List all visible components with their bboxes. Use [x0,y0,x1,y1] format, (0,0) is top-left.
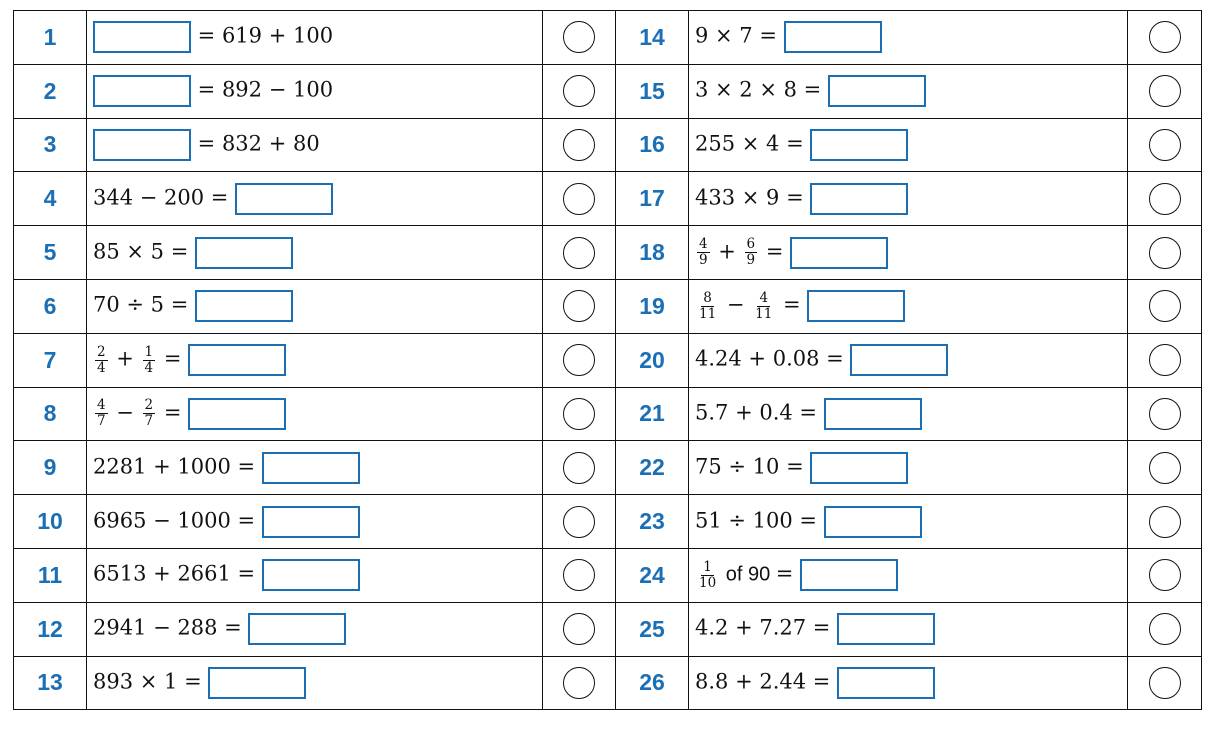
mark-cell [1128,279,1202,333]
fraction-numerator: 2 [144,397,154,414]
question-expression [87,441,543,495]
mark-cell [1128,548,1202,602]
question-number: 13 [14,656,87,710]
question-expression [87,495,543,549]
answer-box[interactable] [807,290,905,322]
question-number: 22 [616,441,689,495]
mark-cell [1128,602,1202,656]
answer-box[interactable] [195,237,293,269]
question-number: 3 [14,118,87,172]
expression-word: of 90 [720,563,776,586]
fraction-denominator: 4 [97,359,106,376]
expression-text: 6965 − 1000 = [93,508,262,533]
expression-text: + [711,239,743,264]
fraction-denominator: 7 [144,413,154,430]
expression-text: + [109,346,141,371]
question-expression [689,333,1128,387]
circle-icon[interactable] [1149,183,1181,215]
answer-box[interactable] [837,667,935,699]
expression-text: = [775,561,801,586]
question-expression [689,441,1128,495]
mark-cell [543,64,616,118]
answer-box[interactable] [784,21,882,53]
expression-text: 85 × 5 = [93,239,195,264]
circle-icon[interactable] [563,452,595,484]
question-number: 11 [14,548,87,602]
circle-icon[interactable] [563,290,595,322]
circle-icon[interactable] [563,506,595,538]
fraction [697,560,718,591]
answer-box[interactable] [810,129,908,161]
expression-text: 255 × 4 = [695,131,811,156]
fraction [745,237,758,268]
question-number: 19 [616,279,689,333]
answer-box[interactable] [824,398,922,430]
question-number: 26 [616,656,689,710]
expression-text: − [109,400,141,425]
question-expression [689,172,1128,226]
question-expression [87,602,543,656]
circle-icon[interactable] [1149,506,1181,538]
circle-icon[interactable] [1149,237,1181,269]
circle-icon[interactable] [563,237,595,269]
expression-text: 8.8 + 2.44 = [695,669,838,694]
fraction-numerator: 2 [97,343,106,360]
mark-cell [1128,387,1202,441]
circle-icon[interactable] [563,129,595,161]
fraction-denominator: 7 [97,413,106,430]
table-row [14,172,1202,226]
expression-text: 2281 + 1000 = [93,454,262,479]
expression-text: 433 × 9 = [695,185,811,210]
question-number: 10 [14,495,87,549]
table-row [14,548,1202,602]
question-expression [87,548,543,602]
question-number: 9 [14,441,87,495]
answer-box[interactable] [93,75,191,107]
answer-box[interactable] [828,75,926,107]
fraction-numerator: 1 [703,558,712,575]
table-row [14,64,1202,118]
table-row [14,279,1202,333]
circle-icon[interactable] [1149,559,1181,591]
question-number: 21 [616,387,689,441]
expression-text: 6513 + 2661 = [93,561,262,586]
mark-cell [543,11,616,65]
expression-text: 4.24 + 0.08 = [695,346,851,371]
fraction [95,398,108,429]
expression-text: 344 − 200 = [93,185,236,210]
circle-icon[interactable] [563,613,595,645]
table-row [14,656,1202,710]
fraction-numerator: 6 [746,236,756,253]
mark-cell [543,548,616,602]
expression-text: 70 ÷ 5 = [93,292,195,317]
question-expression [689,279,1128,333]
fraction-numerator: 8 [703,289,712,306]
question-number: 15 [616,64,689,118]
question-number: 7 [14,333,87,387]
circle-icon[interactable] [1149,129,1181,161]
expression-text: 4.2 + 7.27 = [695,615,838,640]
expression-text: 2941 − 288 = [93,615,249,640]
fraction-numerator: 4 [699,236,708,253]
mark-cell [543,495,616,549]
mark-cell [1128,441,1202,495]
expression-text: 51 ÷ 100 = [695,508,824,533]
fraction [697,291,718,322]
circle-icon[interactable] [1149,613,1181,645]
mark-cell [543,172,616,226]
table-row [14,333,1202,387]
expression-text: 5.7 + 0.4 = [695,400,824,425]
expression-text: = [157,346,189,371]
table-row [14,11,1202,65]
expression-text: 75 ÷ 10 = [695,454,811,479]
mark-cell [543,387,616,441]
question-expression [87,279,543,333]
circle-icon[interactable] [1149,75,1181,107]
circle-icon[interactable] [1149,452,1181,484]
mark-cell [543,279,616,333]
mark-cell [1128,656,1202,710]
expression-text: = [157,400,189,425]
question-expression [87,226,543,280]
mark-cell [1128,172,1202,226]
expression-text: 3 × 2 × 8 = [695,77,828,102]
fraction-numerator: 4 [759,289,769,306]
circle-icon[interactable] [563,398,595,430]
circle-icon[interactable] [563,559,595,591]
answer-box[interactable] [93,21,191,53]
expression-text: = 619 + 100 [191,23,334,48]
answer-box[interactable] [188,398,286,430]
answer-box[interactable] [195,290,293,322]
fraction-denominator: 11 [699,305,717,322]
answer-box[interactable] [262,559,360,591]
expression-text: 9 × 7 = [695,23,784,48]
expression-text: = 892 − 100 [191,77,334,102]
question-number: 20 [616,333,689,387]
answer-box[interactable] [837,613,935,645]
table-row [14,387,1202,441]
question-expression [689,495,1128,549]
circle-icon[interactable] [563,21,595,53]
circle-icon[interactable] [563,344,595,376]
question-number: 5 [14,226,87,280]
circle-icon[interactable] [1149,21,1181,53]
mark-cell [1128,333,1202,387]
question-number: 14 [616,11,689,65]
question-expression [689,387,1128,441]
fraction-denominator: 4 [144,359,154,376]
table-row [14,226,1202,280]
question-expression [87,11,543,65]
question-expression [689,602,1128,656]
expression-text: − [720,292,752,317]
table-row [14,118,1202,172]
arithmetic-worksheet [13,10,1202,710]
mark-cell [543,441,616,495]
question-number: 23 [616,495,689,549]
question-expression [689,226,1128,280]
question-expression [87,172,543,226]
expression-text: 893 × 1 = [93,669,209,694]
answer-box[interactable] [262,506,360,538]
question-number: 6 [14,279,87,333]
question-number: 8 [14,387,87,441]
table-row [14,602,1202,656]
answer-box[interactable] [824,506,922,538]
circle-icon[interactable] [1149,667,1181,699]
mark-cell [543,226,616,280]
answer-box[interactable] [810,452,908,484]
fraction [697,237,710,268]
question-expression [689,548,1128,602]
question-expression [689,118,1128,172]
fraction-numerator: 4 [97,397,106,414]
question-expression [87,118,543,172]
mark-cell [543,656,616,710]
fraction [753,291,774,322]
mark-cell [543,333,616,387]
mark-cell [543,602,616,656]
question-number: 12 [14,602,87,656]
answer-box[interactable] [188,344,286,376]
mark-cell [1128,64,1202,118]
answer-box[interactable] [810,183,908,215]
answer-box[interactable] [262,452,360,484]
fraction-denominator: 11 [755,305,773,322]
question-number: 25 [616,602,689,656]
question-expression [689,64,1128,118]
question-number: 16 [616,118,689,172]
mark-cell [543,118,616,172]
question-expression [87,64,543,118]
question-number: 4 [14,172,87,226]
question-number: 2 [14,64,87,118]
table-row [14,441,1202,495]
circle-icon[interactable] [1149,290,1181,322]
answer-box[interactable] [248,613,346,645]
question-expression [87,333,543,387]
circle-icon[interactable] [563,667,595,699]
circle-icon[interactable] [563,183,595,215]
answer-box[interactable] [208,667,306,699]
table-row [14,495,1202,549]
fraction-numerator: 1 [144,343,154,360]
expression-text: = [759,239,791,264]
answer-box[interactable] [790,237,888,269]
answer-box[interactable] [235,183,333,215]
circle-icon[interactable] [563,75,595,107]
answer-box[interactable] [93,129,191,161]
fraction [95,345,108,376]
expression-text: = 832 + 80 [191,131,320,156]
mark-cell [1128,495,1202,549]
question-expression [87,656,543,710]
question-number: 17 [616,172,689,226]
question-number: 18 [616,226,689,280]
question-expression [689,11,1128,65]
answer-box[interactable] [850,344,948,376]
fraction [143,398,156,429]
question-expression [87,387,543,441]
mark-cell [1128,11,1202,65]
answer-box[interactable] [800,559,898,591]
mark-cell [1128,118,1202,172]
question-number: 24 [616,548,689,602]
fraction-denominator: 10 [699,574,717,591]
expression-text: = [776,292,808,317]
circle-icon[interactable] [1149,398,1181,430]
mark-cell [1128,226,1202,280]
fraction [143,345,156,376]
question-number: 1 [14,11,87,65]
circle-icon[interactable] [1149,344,1181,376]
fraction-denominator: 9 [746,252,756,269]
fraction-denominator: 9 [699,252,708,269]
question-expression [689,656,1128,710]
